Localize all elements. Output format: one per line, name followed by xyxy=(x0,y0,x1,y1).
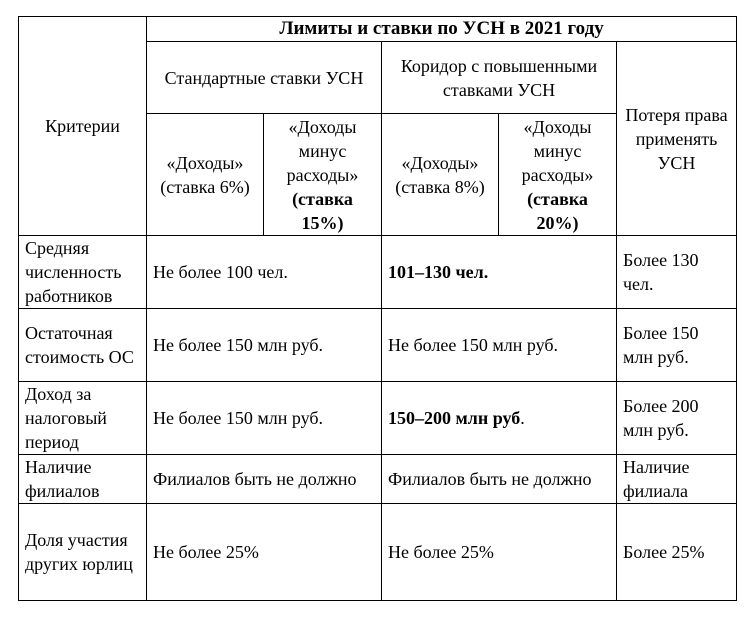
std-income-header: «Доходы» (ставка 6%) xyxy=(147,114,264,236)
criterion-cell: Наличие филиалов xyxy=(19,455,147,504)
table-row xyxy=(19,504,737,601)
loss-cell: Более 130 чел. xyxy=(617,236,737,309)
standard-cell: Не более 25% xyxy=(147,504,382,601)
standard-cell: Не более 150 млн руб. xyxy=(147,382,382,455)
corridor-cell: Филиалов быть не должно xyxy=(382,455,617,504)
loss-of-right-header: Потеря права применять УСН xyxy=(617,42,737,236)
std-income-minus-rate: (ставка 15%) xyxy=(292,188,353,233)
corridor-rates-header: Коридор с повышенными ставками УСН xyxy=(382,42,617,114)
std-income-minus-header xyxy=(264,114,382,236)
criteria-header: Критерии xyxy=(19,17,147,236)
title-row xyxy=(19,17,737,42)
usn-limits-table xyxy=(18,16,737,601)
loss-cell: Более 200 млн руб. xyxy=(617,382,737,455)
loss-cell: Более 25% xyxy=(617,504,737,601)
cor-income-minus-rate: (ставка 20%) xyxy=(527,188,588,233)
cor-income-minus-text: «Доходы минус расходы» xyxy=(521,116,594,185)
corridor-cell: Не более 150 млн руб. xyxy=(382,309,617,382)
standard-cell: Не более 100 чел. xyxy=(147,236,382,309)
criterion-cell: Остаточная стоимость ОС xyxy=(19,309,147,382)
table-row xyxy=(19,309,737,382)
corridor-cell xyxy=(382,382,617,455)
corridor-cell: Не более 25% xyxy=(382,504,617,601)
criterion-cell: Средняя численность работников xyxy=(19,236,147,309)
corridor-suffix: . xyxy=(520,408,525,428)
corridor-value: 150–200 млн руб xyxy=(388,408,521,428)
table-row xyxy=(19,382,737,455)
criterion-cell: Доход за налоговый период xyxy=(19,382,147,455)
cor-income-header: «Доходы» (ставка 8%) xyxy=(382,114,499,236)
std-income-minus-text: «Доходы минус расходы» xyxy=(286,116,359,185)
corridor-cell: 101–130 чел. xyxy=(382,236,617,309)
table-title: Лимиты и ставки по УСН в 2021 году xyxy=(147,17,737,42)
standard-rates-header: Стандартные ставки УСН xyxy=(147,42,382,114)
loss-cell: Наличие филиала xyxy=(617,455,737,504)
table-row xyxy=(19,455,737,504)
criterion-cell: Доля участия других юрлиц xyxy=(19,504,147,601)
loss-cell: Более 150 млн руб. xyxy=(617,309,737,382)
cor-income-minus-header xyxy=(499,114,617,236)
table-row xyxy=(19,236,737,309)
standard-cell: Не более 150 млн руб. xyxy=(147,309,382,382)
standard-cell: Филиалов быть не должно xyxy=(147,455,382,504)
